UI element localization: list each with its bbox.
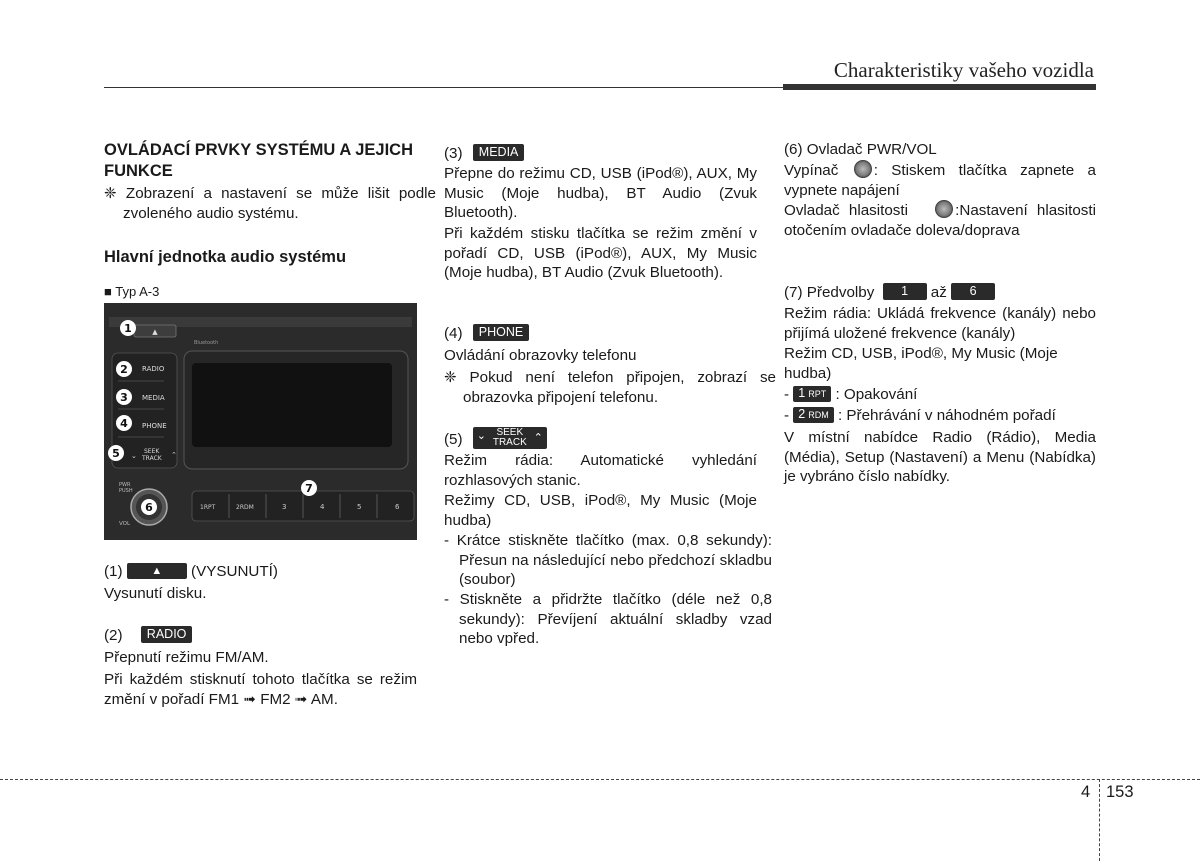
item-7-line xyxy=(784,283,995,303)
phone-button-label: PHONE xyxy=(142,422,167,430)
rdm-number: 2 xyxy=(798,406,806,421)
item-2-desc-1: Přepnutí režimu FM/AM. xyxy=(104,649,269,666)
preset-2: 2RDM xyxy=(236,504,254,511)
section-heading: OVLÁDACÍ PRVKY SYSTÉMU A JEJICH FUNKCE xyxy=(104,141,413,180)
item-6-switch-label: Vypínač xyxy=(784,162,839,179)
item-1-label: (VYSUNUTÍ) xyxy=(191,563,278,580)
item-6-volume-label: Ovladač hlasitosti xyxy=(784,202,908,219)
item-6-switch-desc: : Stiskem tlačítka zapnete a vypnete napájení xyxy=(784,162,1096,199)
callout-4: 4 xyxy=(120,417,128,430)
subheading: Hlavní jednotka audio systému xyxy=(104,248,347,266)
preset-5: 5 xyxy=(357,503,362,511)
footer-divider xyxy=(0,779,1200,780)
radio-button-label: RADIO xyxy=(142,365,165,373)
item-4-desc: Ovládání obrazovky telefonu xyxy=(444,347,637,364)
phone-badge: PHONE xyxy=(473,324,529,341)
bluetooth-label: Bluetooth xyxy=(194,340,219,346)
note-text: ❈ Zobrazení a nastavení se může lišit podle zvoleného audio systému. xyxy=(104,185,436,222)
seek-text: SEEK xyxy=(496,427,524,438)
preset-3: 3 xyxy=(282,503,287,511)
media-button-label: MEDIA xyxy=(142,394,165,402)
chevron-up-icon: ⌃ xyxy=(533,432,543,444)
item-1-line xyxy=(104,562,278,582)
rdm-line: - 2 RDM : Přehrávání v náhodném pořadí xyxy=(784,406,1056,424)
item-7-desc-2: Režim CD, USB, iPod®, My Music (Moje hudba) xyxy=(784,345,1058,382)
item-4-note: ❈ Pokud není telefon připojen, zobrazí se obrazovka připojení telefonu. xyxy=(444,369,776,406)
svg-text:⌄: ⌄ xyxy=(131,452,137,460)
callout-5: 5 xyxy=(112,447,120,460)
knob-icon xyxy=(935,200,953,218)
rpt-number: 1 xyxy=(798,385,806,400)
item-3-line xyxy=(444,144,524,164)
item-7-desc-1: Režim rádia: Ukládá frekvence (kanály) nebo přijímá uložené frekvence (kanály) xyxy=(784,305,1096,342)
item-3-desc-1: Přepne do režimu CD, USB (iPod®), AUX, My Music (Moje hudba), BT Audio (Zvuk Bluetooth). xyxy=(444,165,757,221)
vol-label: VOL xyxy=(119,521,131,527)
eject-icon: ▲ xyxy=(127,563,187,579)
item-3-number: (3) xyxy=(444,145,463,162)
pwr-label: PWR xyxy=(119,482,131,488)
preset-6: 6 xyxy=(395,503,400,511)
item-6-line-2 xyxy=(784,201,1096,240)
item-4-number: (4) xyxy=(444,325,463,342)
preset-6-badge: 6 xyxy=(951,283,995,300)
item-5-bullet-2: - Stiskněte a přidržte tlačítko (déle než 0,8 sekundy): Převíjení aktuální skladby vzad nebo vpřed. xyxy=(444,591,772,647)
item-6-volume-desc: :Nastavení hlasitosti otočením ovladače doleva/doprava xyxy=(784,202,1096,239)
seek-label: SEEK xyxy=(144,448,160,455)
item-1-number: (1) xyxy=(104,563,123,580)
rdm-badge xyxy=(793,407,833,423)
page-number: 153 xyxy=(1106,783,1134,801)
seek-track-badge xyxy=(473,427,547,449)
rpt-desc: : Opakování xyxy=(835,386,918,403)
svg-text:⌃: ⌃ xyxy=(171,451,177,459)
display-screen xyxy=(192,363,392,447)
callout-3: 3 xyxy=(120,391,128,404)
callout-6: 6 xyxy=(145,501,153,514)
type-label: ■ Typ A-3 xyxy=(104,284,160,299)
item-1-desc: Vysunutí disku. xyxy=(104,585,207,602)
radio-badge: RADIO xyxy=(141,626,193,643)
item-2-desc-2: Při každém stisknutí tohoto tlačítka se režim změní v pořadí FM1 ➟ FM2 ➟ AM. xyxy=(104,671,417,708)
item-3-desc-2: Při každém stisku tlačítka se režim změní v pořadí CD, USB (iPod®), AUX, My Music (Moje hudba), BT Audio (Zvuk Bluetooth). xyxy=(444,225,757,281)
item-7-az: až xyxy=(930,284,947,301)
header-title: Charakteristiky vašeho vozidla xyxy=(833,58,1094,82)
item-5-line xyxy=(444,429,547,451)
media-badge: MEDIA xyxy=(473,144,525,161)
item-2-number: (2) xyxy=(104,627,123,644)
item-7-title: (7) Předvolby xyxy=(784,284,875,301)
knob-icon xyxy=(854,160,872,178)
push-label: PUSH xyxy=(119,488,133,494)
item-7-desc-3: V místní nabídce Radio (Rádio), Media (Média), Setup (Nastavení) a Menu (Nabídka) je vybráno číslo nabídky. xyxy=(784,429,1096,485)
preset-4: 4 xyxy=(320,503,325,511)
header-rule-accent xyxy=(783,84,1096,90)
rpt-line: - 1 RPT : Opakování xyxy=(784,385,918,403)
rdm-desc: : Přehrávání v náhodném pořadí xyxy=(837,407,1056,424)
track-label: TRACK xyxy=(142,455,162,462)
item-5-desc-1: Režim rádia: Automatické vyhledání rozhlasových stanic. xyxy=(444,452,757,489)
item-2-line xyxy=(104,626,192,646)
item-4-line xyxy=(444,324,529,344)
callout-7: 7 xyxy=(305,482,313,495)
item-5-bullet-1: - Krátce stiskněte tlačítko (max. 0,8 sekundy): Přesun na následující nebo předchozí skladbu (soubor) xyxy=(444,532,772,588)
rdm-label: RDM xyxy=(808,409,829,420)
item-6-title: (6) Ovladač PWR/VOL xyxy=(784,141,937,158)
item-5-number: (5) xyxy=(444,431,463,449)
radio-unit-illustration xyxy=(104,303,417,540)
footer-vertical-divider xyxy=(1099,779,1100,861)
svg-text:▲: ▲ xyxy=(152,328,158,336)
rpt-badge xyxy=(793,386,831,402)
preset-1: 1RPT xyxy=(200,504,216,511)
chevron-down-icon: ⌄ xyxy=(476,430,487,442)
callout-1: 1 xyxy=(124,322,132,335)
preset-1-badge: 1 xyxy=(883,283,927,300)
item-6-line-1 xyxy=(784,161,1096,200)
chapter-number: 4 xyxy=(1081,783,1091,801)
item-5-desc-2: Režimy CD, USB, iPod®, My Music (Moje hudba) xyxy=(444,492,757,529)
rpt-label: RPT xyxy=(808,388,827,399)
callout-2: 2 xyxy=(120,363,128,376)
track-text: TRACK xyxy=(492,437,527,448)
